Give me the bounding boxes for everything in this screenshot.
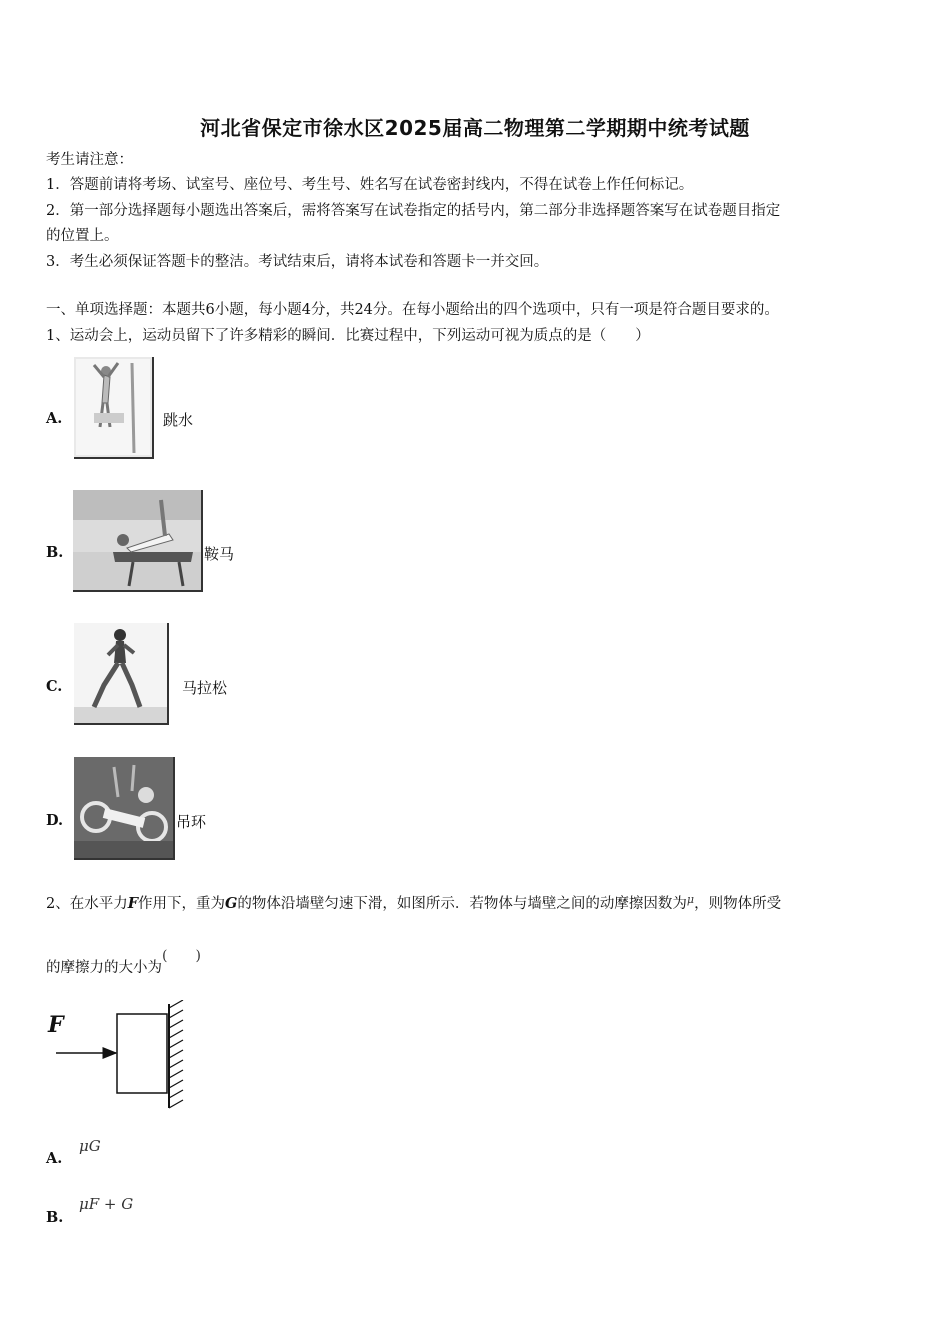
- diagram-force-label: F: [48, 1012, 64, 1038]
- notice-item-2: 2．第一部分选择题每小题选出答案后，需将答案写在试卷指定的括号内，第二部分非选择题答案写在试卷题目指定: [46, 203, 781, 219]
- option-a-letter: A.: [46, 410, 63, 427]
- notice-item-2-cont: 的位置上。: [46, 228, 119, 244]
- diving-image: [74, 357, 154, 459]
- option-c-letter: C.: [46, 678, 63, 695]
- question-1-stem: 1、运动会上，运动员留下了许多精彩的瞬间．比赛过程中，下列运动可视为质点的是（ ）: [46, 328, 650, 344]
- option-b-letter: B.: [46, 544, 64, 561]
- option-d-label: 吊环: [176, 813, 207, 831]
- option-d-letter: D.: [46, 812, 64, 829]
- question-2-text-d: ，则物体所受: [694, 896, 782, 912]
- marathon-image: [74, 623, 169, 725]
- notice-heading: 考生请注意：: [46, 152, 133, 168]
- page-title: 河北省保定市徐水区2025届高二物理第二学期期中统考试题: [200, 116, 750, 140]
- notice-item-3: 3．考生必须保证答题卡的整洁。考试结束后，请将本试卷和答题卡一并交回。: [46, 254, 549, 270]
- q2-option-b-expr: μF + G: [79, 1195, 134, 1213]
- question-2-text-b: 作用下，重为: [138, 896, 226, 912]
- option-c-label: 马拉松: [182, 679, 228, 697]
- q2-option-a-letter: A.: [46, 1150, 63, 1167]
- notice-item-1: 1．答题前请将考场、试室号、座位号、考生号、姓名写在试卷密封线内，不得在试卷上作任何标记。: [46, 177, 694, 193]
- option-b-label: 鞍马: [204, 545, 235, 563]
- force-diagram: [44, 1000, 194, 1112]
- section-heading: 一、单项选择题：本题共6小题，每小题4分，共24分。在每小题给出的四个选项中，只有一项是符合题目要求的。: [46, 302, 779, 318]
- question-2-text-a: 2、在水平力: [46, 896, 128, 912]
- question-2-stem: [46, 894, 781, 915]
- q2-option-a-expr: μG: [79, 1137, 101, 1155]
- option-a-label: 跳水: [163, 411, 194, 429]
- pommel-horse-image: [73, 490, 203, 592]
- answer-parentheses: ( ): [162, 948, 201, 964]
- question-2-text-e: 的摩擦力的大小为: [46, 960, 162, 976]
- mu-symbol: μ: [686, 893, 695, 906]
- force-symbol: F: [127, 895, 139, 912]
- rings-image: [74, 757, 175, 860]
- q2-option-b-letter: B.: [46, 1209, 64, 1226]
- weight-symbol: G: [225, 895, 238, 912]
- question-2-stem-line2: [46, 948, 201, 978]
- question-2-text-c: 的物体沿墙壁匀速下滑，如图所示．若物体与墙壁之间的动摩擦因数为: [237, 896, 687, 912]
